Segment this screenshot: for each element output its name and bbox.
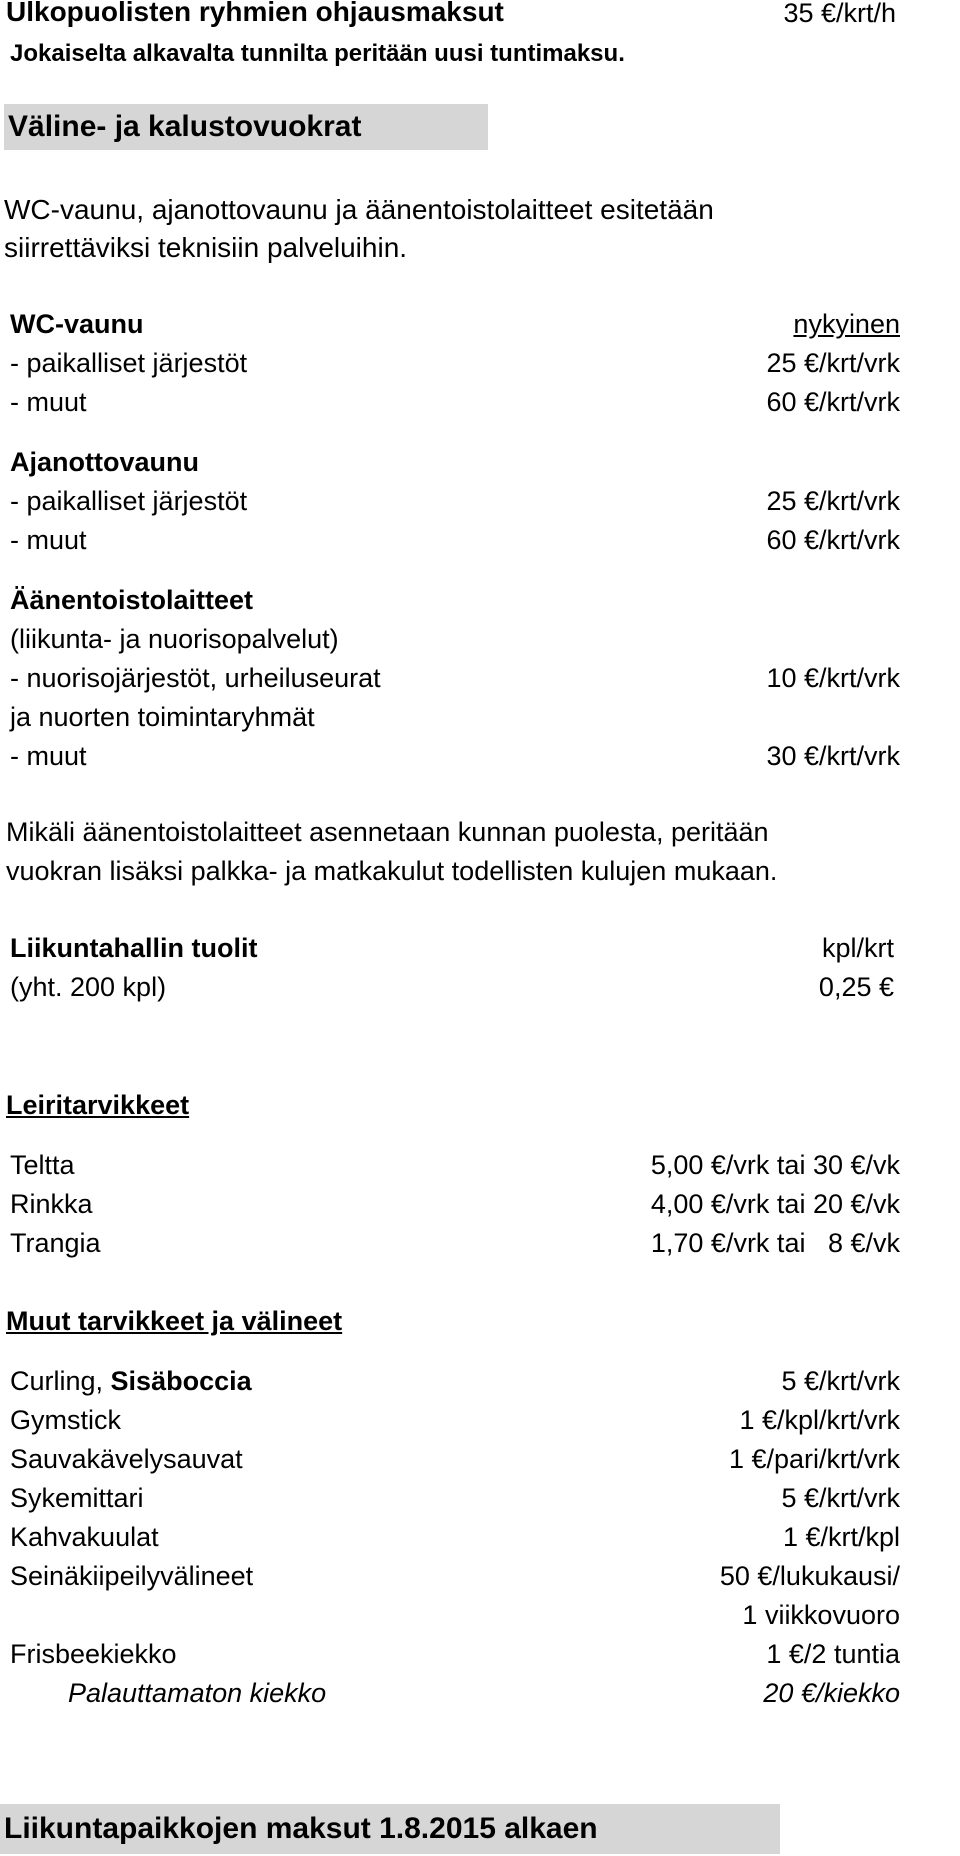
- frisbee-price: 1 €/2 tuntia: [766, 1639, 900, 1669]
- sound-system-subtitle: (liikunta- ja nuorisopalvelut): [10, 624, 339, 654]
- curling-price: 5 €/krt/vrk: [781, 1366, 900, 1396]
- equipment-item-name: Sykemittari: [10, 1483, 144, 1513]
- timing-local-label: - paikalliset järjestöt: [10, 486, 248, 516]
- climbing-name: Seinäkiipeilyvälineet: [10, 1561, 254, 1591]
- sound-system-title: Äänentoistolaitteet: [10, 585, 254, 615]
- equipment-item-price: 1 €/kpl/krt/vrk: [739, 1405, 900, 1435]
- sound-youth-label2: ja nuorten toimintaryhmät: [10, 702, 315, 732]
- equipment-item-name: Gymstick: [10, 1405, 121, 1435]
- curling-bold: Sisäboccia: [110, 1366, 252, 1396]
- sound-other-label: - muut: [10, 741, 87, 771]
- guidance-fees-title: Ulkopuolisten ryhmien ohjausmaksut: [6, 0, 504, 27]
- equipment-item-price: 5 €/krt/vrk: [781, 1483, 900, 1513]
- frisbee-name: Frisbeekiekko: [10, 1639, 177, 1669]
- sound-note-line1: Mikäli äänentoistolaitteet asennetaan kunnan puolesta, peritään: [6, 817, 769, 847]
- chairs-unit-header: kpl/krt: [821, 933, 894, 963]
- sound-youth-price: 10 €/krt/vrk: [766, 663, 900, 693]
- equipment-item-price: 1 €/krt/kpl: [782, 1522, 900, 1552]
- timing-trailer-title: Ajanottovaunu: [10, 447, 199, 477]
- timing-local-price: 25 €/krt/vrk: [766, 486, 900, 516]
- camping-gear-heading: Leiritarvikkeet: [6, 1090, 190, 1120]
- curling-label: [10, 1366, 252, 1397]
- wc-local-label: - paikalliset järjestöt: [10, 348, 248, 378]
- footer-title: Liikuntapaikkojen maksut 1.8.2015 alkaen: [0, 1804, 780, 1854]
- non-returned-disc-name: Palauttamaton kiekko: [68, 1678, 327, 1708]
- non-returned-disc-price: 20 €/kiekko: [763, 1678, 900, 1708]
- sound-other-price: 30 €/krt/vrk: [766, 741, 900, 771]
- sound-note-line2: vuokran lisäksi palkka- ja matkakulut todellisten kulujen mukaan.: [6, 856, 778, 886]
- camping-item-name: Rinkka: [10, 1189, 93, 1219]
- camping-item-name: Teltta: [10, 1150, 75, 1180]
- wc-local-price: 25 €/krt/vrk: [766, 348, 900, 378]
- wc-other-label: - muut: [10, 387, 87, 417]
- camping-item-price: 5,00 €/vrk tai 30 €/vk: [650, 1150, 900, 1180]
- timing-other-price: 60 €/krt/vrk: [766, 525, 900, 555]
- sound-youth-label1: - nuorisojärjestöt, urheiluseurat: [10, 663, 381, 693]
- equipment-rentals-heading: Väline- ja kalustovuokrat: [4, 104, 488, 150]
- guidance-fees-price: 35 €/krt/h: [783, 0, 896, 28]
- equipment-item-name: Sauvakävelysauvat: [10, 1444, 243, 1474]
- wc-trailer-title: WC-vaunu: [10, 309, 144, 339]
- chairs-quantity: (yht. 200 kpl): [10, 972, 167, 1002]
- guidance-fees-note: Jokaiselta alkavalta tunnilta peritään uusi tuntimaksu.: [10, 40, 625, 67]
- other-equipment-heading: Muut tarvikkeet ja välineet: [6, 1306, 343, 1336]
- current-column-header: nykyinen: [793, 309, 900, 339]
- equipment-item-price: 1 €/pari/krt/vrk: [728, 1444, 900, 1474]
- camping-item-name: Trangia: [10, 1228, 101, 1258]
- camping-item-price: 4,00 €/vrk tai 20 €/vk: [650, 1189, 900, 1219]
- climbing-price-line1: 50 €/lukukausi/: [719, 1561, 900, 1591]
- camping-item-price: 1,70 €/vrk tai 8 €/vk: [650, 1228, 900, 1258]
- equipment-item-name: Kahvakuulat: [10, 1522, 159, 1552]
- timing-other-label: - muut: [10, 525, 87, 555]
- climbing-price-line2: 1 viikkovuoro: [742, 1600, 900, 1630]
- chairs-price: 0,25 €: [818, 972, 894, 1002]
- wc-other-price: 60 €/krt/vrk: [766, 387, 900, 417]
- equipment-intro-line2: siirrettäviksi teknisiin palveluihin.: [4, 232, 408, 263]
- curling-prefix: Curling,: [10, 1366, 111, 1396]
- chairs-title: Liikuntahallin tuolit: [10, 933, 258, 963]
- equipment-intro-line1: WC-vaunu, ajanottovaunu ja äänentoistolaitteet esitetään: [4, 194, 714, 225]
